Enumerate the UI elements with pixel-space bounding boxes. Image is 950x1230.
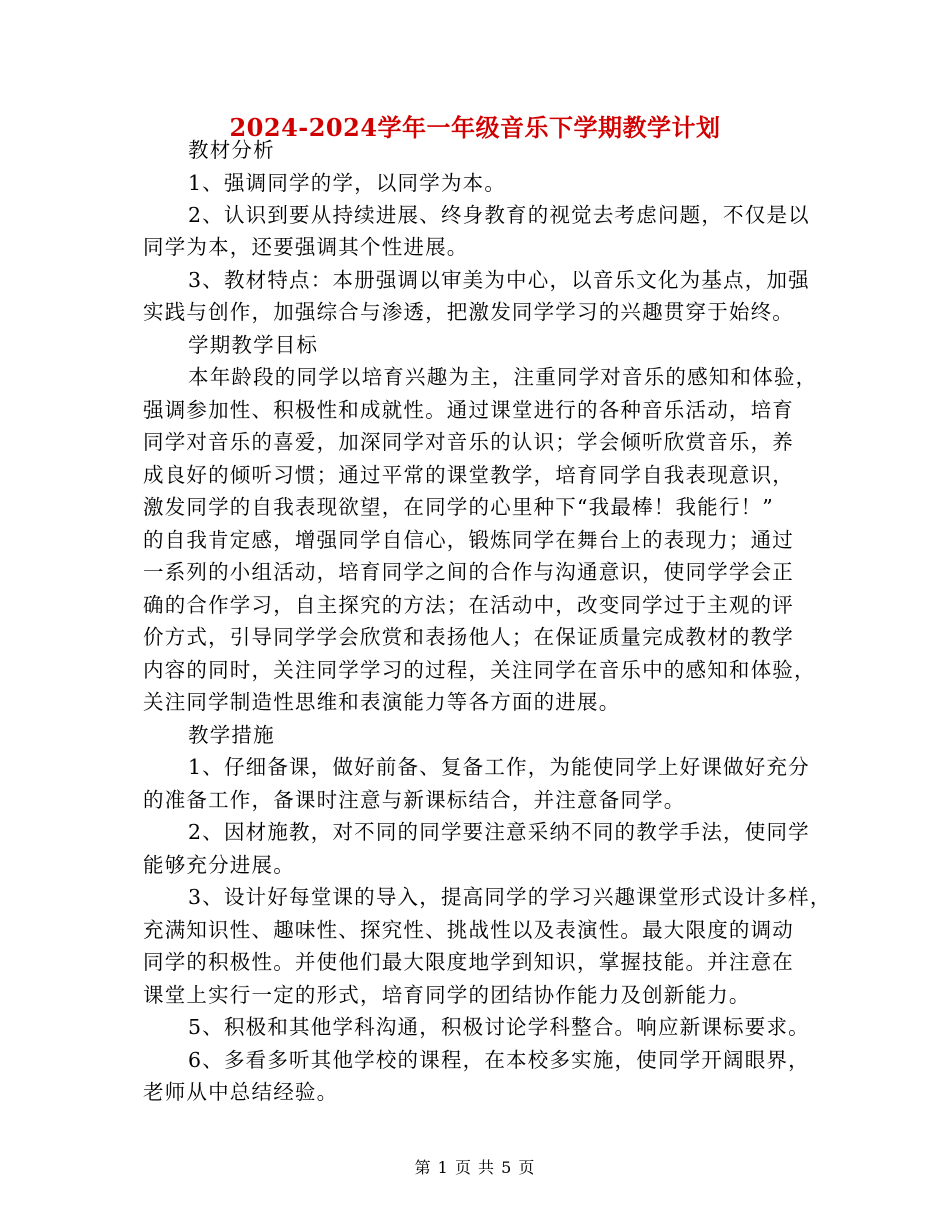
paragraph-line: 1、仔细备课，做好前备、复备工作，为能使同学上好课做好充分 <box>188 755 810 779</box>
paragraph-line: 2、认识到要从持续进展、终身教育的视觉去考虑问题，不仅是以 <box>188 203 810 227</box>
paragraph-line: 同学为本，还要强调其个性进展。 <box>143 235 469 259</box>
paragraph-line: 充满知识性、趣味性、探究性、挑战性以及表演性。最大限度的调动 <box>143 918 794 942</box>
section-heading: 教材分析 <box>188 138 275 162</box>
paragraph-line: 能够充分进展。 <box>143 853 295 877</box>
paragraph-line: 成良好的倾听习惯；通过平常的课堂教学，培育同学自我表现意识， <box>143 463 794 487</box>
paragraph-line: 3、设计好每堂课的导入，提高同学的学习兴趣课堂形式设计多样， <box>188 885 832 909</box>
paragraph-line: 确的合作学习，自主探究的方法；在活动中，改变同学过于主观的评 <box>143 593 794 617</box>
paragraph-line: 激发同学的自我表现欲望，在同学的心里种下“我最棒！我能行！” <box>143 495 774 519</box>
paragraph-line: 实践与创作，加强综合与渗透，把激发同学学习的兴趣贯穿于始终。 <box>143 300 794 324</box>
paragraph-line: 的自我肯定感，增强同学自信心，锻炼同学在舞台上的表现力；通过 <box>143 528 794 552</box>
paragraph-line: 3、教材特点：本册强调以审美为中心，以音乐文化为基点，加强 <box>188 268 810 292</box>
page-footer: 第 1 页 共 5 页 <box>414 1158 536 1177</box>
paragraph-line: 课堂上实行一定的形式，培育同学的团结协作能力及创新能力。 <box>143 983 751 1007</box>
paragraph-line: 关注同学制造性思维和表演能力等各方面的进展。 <box>143 690 621 714</box>
document-title: 2024-2024学年一年级音乐下学期教学计划 <box>229 113 721 142</box>
paragraph-line: 本年龄段的同学以培育兴趣为主，注重同学对音乐的感知和体验， <box>188 365 818 389</box>
paragraph-line: 同学的积极性。并使他们最大限度地学到知识，掌握技能。并注意在 <box>143 950 794 974</box>
paragraph-line: 强调参加性、积极性和成就性。通过课堂进行的各种音乐活动，培育 <box>143 398 794 422</box>
section-heading: 学期教学目标 <box>188 333 319 357</box>
paragraph-line: 1、强调同学的学，以同学为本。 <box>188 171 507 195</box>
paragraph-line: 价方式，引导同学学会欣赏和表扬他人；在保证质量完成教材的教学 <box>143 625 794 649</box>
paragraph-line: 2、因材施教，对不同的同学要注意采纳不同的教学手法，使同学 <box>188 820 810 844</box>
paragraph-line: 同学对音乐的喜爱，加深同学对音乐的认识；学会倾听欣赏音乐，养 <box>143 430 794 454</box>
paragraph-line: 6、多看多听其他学校的课程，在本校多实施，使同学开阔眼界， <box>188 1048 810 1072</box>
paragraph-line: 一系列的小组活动，培育同学之间的合作与沟通意识，使同学学会正 <box>143 560 794 584</box>
section-heading: 教学措施 <box>188 723 275 747</box>
paragraph-line: 内容的同时，关注同学学习的过程，关注同学在音乐中的感知和体验， <box>143 658 816 682</box>
paragraph-line: 5、积极和其他学科沟通，积极讨论学科整合。响应新课标要求。 <box>188 1015 810 1039</box>
paragraph-line: 老师从中总结经验。 <box>143 1080 339 1104</box>
paragraph-line: 的准备工作，备课时注意与新课标结合，并注意备同学。 <box>143 788 686 812</box>
